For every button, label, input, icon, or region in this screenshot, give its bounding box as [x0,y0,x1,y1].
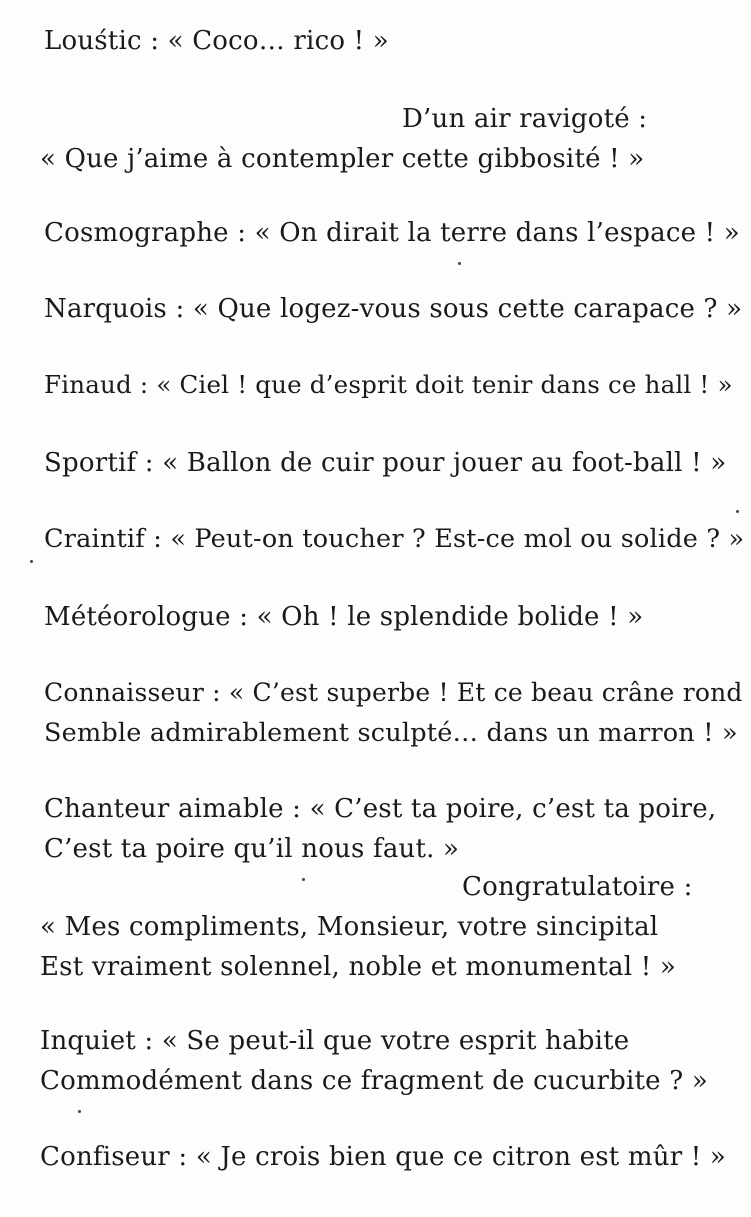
verse-ravigote-quote: « Que j’aime à contempler cette gibbosité ! » [40,144,645,174]
print-speck [78,1110,81,1113]
verse-chanteur-1: Chanteur aimable : « C’est ta poire, c’est ta poire, [44,794,717,824]
verse-narquois: Narquois : « Que logez-vous sous cette carapace ? » [44,294,743,324]
verse-inquiet-1: Inquiet : « Se peut-il que votre esprit habite [40,1026,630,1056]
verse-inquiet-2: Commodément dans ce fragment de cucurbite ? » [40,1066,708,1096]
verse-ravigote-intro: D’un air ravigoté : [402,104,648,134]
verse-confiseur: Confiseur : « Je crois bien que ce citron est mûr ! » [40,1142,727,1172]
print-speck [302,878,305,881]
print-speck [458,262,461,265]
verse-connaisseur-1: Connaisseur : « C’est superbe ! Et ce beau crâne rond [44,678,743,707]
verse-cosmographe: Cosmographe : « On dirait la terre dans l’espace ! » [44,218,740,248]
verse-craintif: Craintif : « Peut-on toucher ? Est-ce mol ou solide ? » [44,524,745,554]
verse-meteorologue: Météorologue : « Oh ! le splendide bolide ! » [44,602,644,632]
verse-loustic: Louśtic : « Coco… rico ! » [44,26,389,56]
verse-congratulatoire-intro: Congratulatoire : [462,872,693,902]
verse-chanteur-2: C’est ta poire qu’il nous faut. » [44,834,460,864]
verse-congratulatoire-2: Est vraiment solennel, noble et monumental ! » [40,952,676,982]
verse-congratulatoire-1: « Mes compliments, Monsieur, votre sincipital [40,912,659,942]
print-speck [30,560,33,563]
verse-finaud: Finaud : « Ciel ! que d’esprit doit tenir dans ce hall ! » [44,370,733,399]
verse-sportif: Sportif : « Ballon de cuir pour jouer au foot-ball ! » [44,448,727,478]
verse-connaisseur-2: Semble admirablement sculpté… dans un marron ! » [44,718,738,748]
print-speck [736,510,739,513]
